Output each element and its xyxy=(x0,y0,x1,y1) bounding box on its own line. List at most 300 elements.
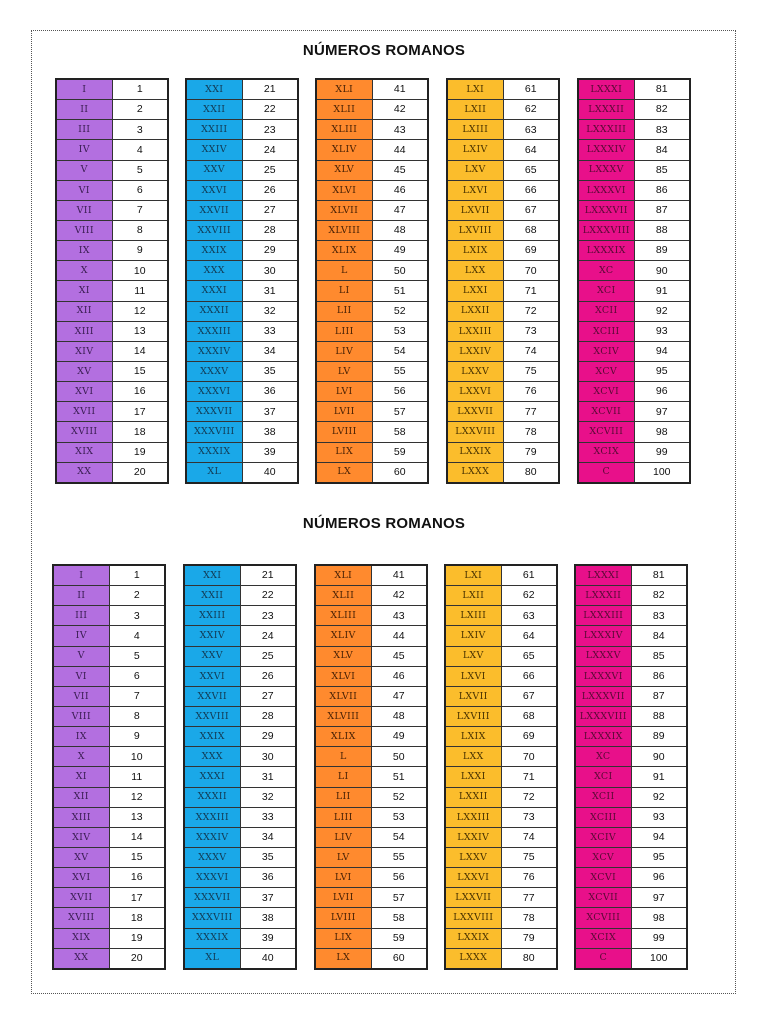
arabic-number-cell: 9 xyxy=(112,241,168,261)
roman-numeral-cell: LXXI xyxy=(447,281,503,301)
table-row xyxy=(184,586,296,606)
table-row xyxy=(445,787,557,807)
roman-numeral-cell: XLV xyxy=(316,160,372,180)
table-row xyxy=(575,606,687,626)
table-row xyxy=(184,868,296,888)
arabic-number-cell: 41 xyxy=(371,565,427,586)
roman-numeral-cell: VIII xyxy=(53,706,109,726)
roman-numeral-cell: LXX xyxy=(445,747,501,767)
roman-numeral-cell: VI xyxy=(56,180,112,200)
roman-numeral-cell: LXXXI xyxy=(578,79,634,100)
table-row xyxy=(315,666,427,686)
table-row xyxy=(575,747,687,767)
roman-numeral-cell: XII xyxy=(53,787,109,807)
roman-numeral-cell: LXII xyxy=(445,586,501,606)
table-row xyxy=(184,787,296,807)
table-row xyxy=(575,787,687,807)
arabic-number-cell: 69 xyxy=(503,241,559,261)
arabic-number-cell: 35 xyxy=(240,847,296,867)
roman-numeral-cell: XCVII xyxy=(575,888,631,908)
arabic-number-cell: 4 xyxy=(109,626,165,646)
roman-numeral-cell: LXXXVIII xyxy=(575,706,631,726)
arabic-number-cell: 31 xyxy=(240,767,296,787)
roman-numeral-cell: LXVII xyxy=(445,686,501,706)
arabic-number-cell: 92 xyxy=(631,787,687,807)
roman-numeral-cell: XCIX xyxy=(578,442,634,462)
table-row xyxy=(445,747,557,767)
arabic-number-cell: 15 xyxy=(112,361,168,381)
arabic-number-cell: 10 xyxy=(109,747,165,767)
table-row xyxy=(56,160,168,180)
table-row xyxy=(316,200,428,220)
table-row xyxy=(447,402,559,422)
table-row xyxy=(186,321,298,341)
table-row xyxy=(447,281,559,301)
roman-numeral-cell: XLIV xyxy=(315,626,371,646)
table-row xyxy=(56,241,168,261)
arabic-number-cell: 14 xyxy=(112,341,168,361)
arabic-number-cell: 62 xyxy=(501,586,557,606)
roman-numeral-cell: IX xyxy=(53,727,109,747)
roman-numeral-cell: XV xyxy=(53,847,109,867)
arabic-number-cell: 20 xyxy=(112,462,168,483)
sheet-title: NÚMEROS ROMANOS xyxy=(302,42,466,59)
arabic-number-cell: 1 xyxy=(112,79,168,100)
table-row xyxy=(53,666,165,686)
roman-numeral-cell: XXXIII xyxy=(186,321,242,341)
roman-numeral-cell: LXV xyxy=(447,160,503,180)
roman-numeral-cell: IV xyxy=(53,626,109,646)
roman-numeral-cell: LXXII xyxy=(447,301,503,321)
arabic-number-cell: 55 xyxy=(371,847,427,867)
arabic-number-cell: 3 xyxy=(109,606,165,626)
table-row xyxy=(445,606,557,626)
arabic-number-cell: 86 xyxy=(634,180,690,200)
roman-numeral-cell: XLVI xyxy=(316,180,372,200)
roman-numeral-cell: XXXVIII xyxy=(184,908,240,928)
roman-numeral-cell: LXXXII xyxy=(575,586,631,606)
table-row xyxy=(447,100,559,120)
table-row xyxy=(445,686,557,706)
roman-numeral-cell: LXXI xyxy=(445,767,501,787)
table-row xyxy=(578,100,690,120)
table-row xyxy=(56,261,168,281)
roman-numeral-cell: XLI xyxy=(315,565,371,586)
roman-numeral-cell: LXXIX xyxy=(445,928,501,948)
roman-numeral-cell: LXXIV xyxy=(447,341,503,361)
arabic-number-cell: 52 xyxy=(371,787,427,807)
table-row xyxy=(445,847,557,867)
roman-numeral-cell: XV xyxy=(56,361,112,381)
roman-numeral-cell: IX xyxy=(56,241,112,261)
arabic-number-cell: 71 xyxy=(503,281,559,301)
arabic-number-cell: 84 xyxy=(634,140,690,160)
arabic-number-cell: 69 xyxy=(501,727,557,747)
arabic-number-cell: 67 xyxy=(503,200,559,220)
table-row xyxy=(447,120,559,140)
roman-numeral-cell: XXVIII xyxy=(184,706,240,726)
roman-numeral-cell: XCII xyxy=(578,301,634,321)
table-row xyxy=(53,565,165,586)
table-row xyxy=(445,827,557,847)
table-row xyxy=(186,79,298,100)
table-row xyxy=(53,928,165,948)
table-row xyxy=(316,100,428,120)
arabic-number-cell: 16 xyxy=(109,868,165,888)
arabic-number-cell: 93 xyxy=(634,321,690,341)
roman-numeral-cell: XXXVII xyxy=(186,402,242,422)
roman-numeral-cell: LXII xyxy=(447,100,503,120)
arabic-number-cell: 41 xyxy=(372,79,428,100)
arabic-number-cell: 89 xyxy=(631,727,687,747)
arabic-number-cell: 96 xyxy=(631,868,687,888)
roman-numeral-cell: LXXXVI xyxy=(578,180,634,200)
arabic-number-cell: 63 xyxy=(503,120,559,140)
table-row xyxy=(315,888,427,908)
roman-numeral-cell: XXXVIII xyxy=(186,422,242,442)
arabic-number-cell: 33 xyxy=(242,321,298,341)
arabic-number-cell: 25 xyxy=(242,160,298,180)
table-row xyxy=(578,341,690,361)
roman-numeral-cell: XIX xyxy=(53,928,109,948)
roman-numeral-cell: LXXX xyxy=(447,462,503,483)
table-row xyxy=(578,442,690,462)
arabic-number-cell: 44 xyxy=(371,626,427,646)
arabic-number-cell: 83 xyxy=(634,120,690,140)
roman-numeral-cell: LXXVIII xyxy=(445,908,501,928)
table-row xyxy=(578,261,690,281)
numeral-table-blue xyxy=(183,564,297,970)
roman-numeral-cell: LIII xyxy=(315,807,371,827)
table-row xyxy=(316,462,428,483)
arabic-number-cell: 77 xyxy=(503,402,559,422)
arabic-number-cell: 5 xyxy=(109,646,165,666)
table-row xyxy=(575,727,687,747)
table-row xyxy=(578,301,690,321)
roman-numeral-cell: XCVI xyxy=(578,382,634,402)
table-row xyxy=(445,767,557,787)
arabic-number-cell: 93 xyxy=(631,807,687,827)
roman-numeral-cell: XCI xyxy=(575,767,631,787)
roman-numeral-cell: LXXIX xyxy=(447,442,503,462)
arabic-number-cell: 48 xyxy=(371,706,427,726)
table-row xyxy=(56,442,168,462)
arabic-number-cell: 21 xyxy=(242,79,298,100)
arabic-number-cell: 40 xyxy=(242,462,298,483)
table-row xyxy=(186,100,298,120)
arabic-number-cell: 61 xyxy=(501,565,557,586)
table-row xyxy=(184,626,296,646)
arabic-number-cell: 61 xyxy=(503,79,559,100)
table-row xyxy=(315,565,427,586)
arabic-number-cell: 40 xyxy=(240,948,296,969)
table-row xyxy=(578,382,690,402)
roman-numeral-cell: XXXV xyxy=(186,361,242,381)
arabic-number-cell: 64 xyxy=(503,140,559,160)
table-row xyxy=(578,281,690,301)
table-row xyxy=(184,847,296,867)
roman-numeral-cell: LV xyxy=(316,361,372,381)
roman-numeral-cell: XIII xyxy=(56,321,112,341)
table-row xyxy=(56,382,168,402)
table-row xyxy=(316,140,428,160)
roman-numeral-cell: LIX xyxy=(316,442,372,462)
roman-numeral-cell: XXV xyxy=(186,160,242,180)
table-row xyxy=(184,606,296,626)
table-row xyxy=(184,807,296,827)
table-row xyxy=(575,686,687,706)
arabic-number-cell: 99 xyxy=(634,442,690,462)
table-row xyxy=(56,301,168,321)
table-row xyxy=(53,888,165,908)
roman-numeral-cell: LII xyxy=(316,301,372,321)
numeral-table-purple xyxy=(55,78,169,484)
roman-numeral-cell: LVIII xyxy=(315,908,371,928)
table-row xyxy=(56,462,168,483)
arabic-number-cell: 28 xyxy=(242,220,298,240)
roman-numeral-cell: X xyxy=(56,261,112,281)
arabic-number-cell: 21 xyxy=(240,565,296,586)
numeral-table-orange xyxy=(314,564,428,970)
arabic-number-cell: 92 xyxy=(634,301,690,321)
arabic-number-cell: 87 xyxy=(631,686,687,706)
arabic-number-cell: 23 xyxy=(242,120,298,140)
roman-numeral-cell: IV xyxy=(56,140,112,160)
arabic-number-cell: 37 xyxy=(240,888,296,908)
table-row xyxy=(575,807,687,827)
arabic-number-cell: 13 xyxy=(112,321,168,341)
roman-numeral-cell: II xyxy=(53,586,109,606)
arabic-number-cell: 22 xyxy=(240,586,296,606)
numeral-table-pink xyxy=(577,78,691,484)
roman-numeral-cell: VIII xyxy=(56,220,112,240)
roman-numeral-cell: XI xyxy=(53,767,109,787)
arabic-number-cell: 9 xyxy=(109,727,165,747)
roman-numeral-cell: XXXIV xyxy=(184,827,240,847)
roman-numeral-cell: XXXVII xyxy=(184,888,240,908)
arabic-number-cell: 68 xyxy=(501,706,557,726)
roman-numeral-cell: XXXIX xyxy=(184,928,240,948)
roman-numeral-cell: LXXV xyxy=(447,361,503,381)
table-row xyxy=(316,382,428,402)
table-row xyxy=(315,626,427,646)
roman-numeral-cell: LXVII xyxy=(447,200,503,220)
roman-numeral-cell: LXXVI xyxy=(445,868,501,888)
table-row xyxy=(315,747,427,767)
table-row xyxy=(315,706,427,726)
roman-numeral-cell: XVII xyxy=(56,402,112,422)
table-row xyxy=(575,565,687,586)
table-row xyxy=(184,686,296,706)
arabic-number-cell: 50 xyxy=(372,261,428,281)
roman-numeral-cell: LXXXIII xyxy=(575,606,631,626)
roman-numeral-cell: LVII xyxy=(315,888,371,908)
roman-numeral-cell: XXXII xyxy=(184,787,240,807)
table-row xyxy=(575,626,687,646)
table-row xyxy=(186,180,298,200)
arabic-number-cell: 64 xyxy=(501,626,557,646)
roman-numeral-cell: LXXXIII xyxy=(578,120,634,140)
roman-numeral-cell: XXIV xyxy=(186,140,242,160)
roman-numeral-cell: LXXXIV xyxy=(575,626,631,646)
table-row xyxy=(575,646,687,666)
table-row xyxy=(53,586,165,606)
table-row xyxy=(56,321,168,341)
roman-numeral-cell: LX xyxy=(316,462,372,483)
roman-numeral-cell: XXIX xyxy=(186,241,242,261)
table-row xyxy=(53,868,165,888)
roman-numeral-cell: XCIV xyxy=(575,827,631,847)
table-row xyxy=(316,220,428,240)
table-row xyxy=(316,160,428,180)
arabic-number-cell: 57 xyxy=(372,402,428,422)
arabic-number-cell: 59 xyxy=(372,442,428,462)
sheet-title: NÚMEROS ROMANOS xyxy=(302,515,466,532)
roman-numeral-cell: XCII xyxy=(575,787,631,807)
arabic-number-cell: 94 xyxy=(634,341,690,361)
arabic-number-cell: 2 xyxy=(109,586,165,606)
table-row xyxy=(186,220,298,240)
arabic-number-cell: 16 xyxy=(112,382,168,402)
arabic-number-cell: 58 xyxy=(371,908,427,928)
table-row xyxy=(445,888,557,908)
table-row xyxy=(445,727,557,747)
arabic-number-cell: 98 xyxy=(634,422,690,442)
arabic-number-cell: 66 xyxy=(503,180,559,200)
arabic-number-cell: 80 xyxy=(503,462,559,483)
arabic-number-cell: 2 xyxy=(112,100,168,120)
roman-numeral-cell: LXIV xyxy=(445,626,501,646)
roman-numeral-cell: XXIV xyxy=(184,626,240,646)
table-row xyxy=(53,706,165,726)
roman-numeral-cell: XXIII xyxy=(184,606,240,626)
arabic-number-cell: 50 xyxy=(371,747,427,767)
arabic-number-cell: 94 xyxy=(631,827,687,847)
table-row xyxy=(186,301,298,321)
roman-numeral-cell: LXXXVIII xyxy=(578,220,634,240)
arabic-number-cell: 8 xyxy=(109,706,165,726)
arabic-number-cell: 30 xyxy=(242,261,298,281)
arabic-number-cell: 25 xyxy=(240,646,296,666)
roman-numeral-cell: XLIII xyxy=(316,120,372,140)
table-row xyxy=(575,908,687,928)
roman-numeral-cell: LXI xyxy=(447,79,503,100)
roman-numeral-cell: XLVIII xyxy=(315,706,371,726)
table-row xyxy=(184,767,296,787)
table-row xyxy=(53,686,165,706)
table-row xyxy=(184,666,296,686)
table-row xyxy=(316,361,428,381)
roman-numeral-cell: LXXXV xyxy=(575,646,631,666)
roman-numeral-cell: XXVI xyxy=(184,666,240,686)
table-row xyxy=(186,361,298,381)
roman-numeral-cell: XCV xyxy=(575,847,631,867)
table-row xyxy=(316,241,428,261)
table-row xyxy=(56,140,168,160)
arabic-number-cell: 72 xyxy=(501,787,557,807)
table-row xyxy=(447,140,559,160)
table-row xyxy=(447,462,559,483)
table-row xyxy=(447,160,559,180)
roman-numeral-cell: LXVIII xyxy=(445,706,501,726)
table-row xyxy=(315,787,427,807)
roman-numeral-cell: X xyxy=(53,747,109,767)
arabic-number-cell: 11 xyxy=(109,767,165,787)
arabic-number-cell: 42 xyxy=(372,100,428,120)
table-row xyxy=(447,241,559,261)
roman-numeral-cell: LI xyxy=(315,767,371,787)
table-row xyxy=(316,321,428,341)
numeral-table-orange xyxy=(315,78,429,484)
arabic-number-cell: 46 xyxy=(372,180,428,200)
arabic-number-cell: 77 xyxy=(501,888,557,908)
table-row xyxy=(578,160,690,180)
arabic-number-cell: 19 xyxy=(112,442,168,462)
roman-numeral-cell: LXIX xyxy=(445,727,501,747)
arabic-number-cell: 45 xyxy=(372,160,428,180)
arabic-number-cell: 80 xyxy=(501,948,557,969)
roman-numeral-cell: LXXVIII xyxy=(447,422,503,442)
roman-numeral-cell: XCIV xyxy=(578,341,634,361)
table-row xyxy=(445,948,557,969)
table-row xyxy=(575,827,687,847)
arabic-number-cell: 27 xyxy=(240,686,296,706)
roman-numeral-cell: LXXXIX xyxy=(578,241,634,261)
arabic-number-cell: 32 xyxy=(242,301,298,321)
roman-numeral-cell: XXXIV xyxy=(186,341,242,361)
roman-numeral-cell: LXV xyxy=(445,646,501,666)
arabic-number-cell: 4 xyxy=(112,140,168,160)
table-row xyxy=(578,422,690,442)
arabic-number-cell: 49 xyxy=(372,241,428,261)
arabic-number-cell: 98 xyxy=(631,908,687,928)
arabic-number-cell: 85 xyxy=(631,646,687,666)
arabic-number-cell: 52 xyxy=(372,301,428,321)
table-row xyxy=(53,847,165,867)
arabic-number-cell: 11 xyxy=(112,281,168,301)
table-row xyxy=(578,79,690,100)
table-row xyxy=(186,160,298,180)
roman-numeral-cell: LIII xyxy=(316,321,372,341)
arabic-number-cell: 63 xyxy=(501,606,557,626)
table-row xyxy=(316,261,428,281)
table-row xyxy=(315,827,427,847)
arabic-number-cell: 53 xyxy=(371,807,427,827)
roman-numeral-cell: XX xyxy=(56,462,112,483)
arabic-number-cell: 43 xyxy=(371,606,427,626)
roman-numeral-cell: LXXII xyxy=(445,787,501,807)
table-row xyxy=(445,565,557,586)
roman-numeral-cell: XLVI xyxy=(315,666,371,686)
arabic-number-cell: 24 xyxy=(242,140,298,160)
table-row xyxy=(53,626,165,646)
arabic-number-cell: 29 xyxy=(242,241,298,261)
arabic-number-cell: 96 xyxy=(634,382,690,402)
table-row xyxy=(316,301,428,321)
arabic-number-cell: 15 xyxy=(109,847,165,867)
arabic-number-cell: 53 xyxy=(372,321,428,341)
arabic-number-cell: 17 xyxy=(112,402,168,422)
roman-numeral-cell: LXIV xyxy=(447,140,503,160)
arabic-number-cell: 60 xyxy=(371,948,427,969)
arabic-number-cell: 7 xyxy=(109,686,165,706)
table-row xyxy=(445,626,557,646)
table-row xyxy=(447,321,559,341)
table-row xyxy=(316,341,428,361)
roman-numeral-cell: LXXXIX xyxy=(575,727,631,747)
table-row xyxy=(445,706,557,726)
numeral-table-yellow xyxy=(446,78,560,484)
